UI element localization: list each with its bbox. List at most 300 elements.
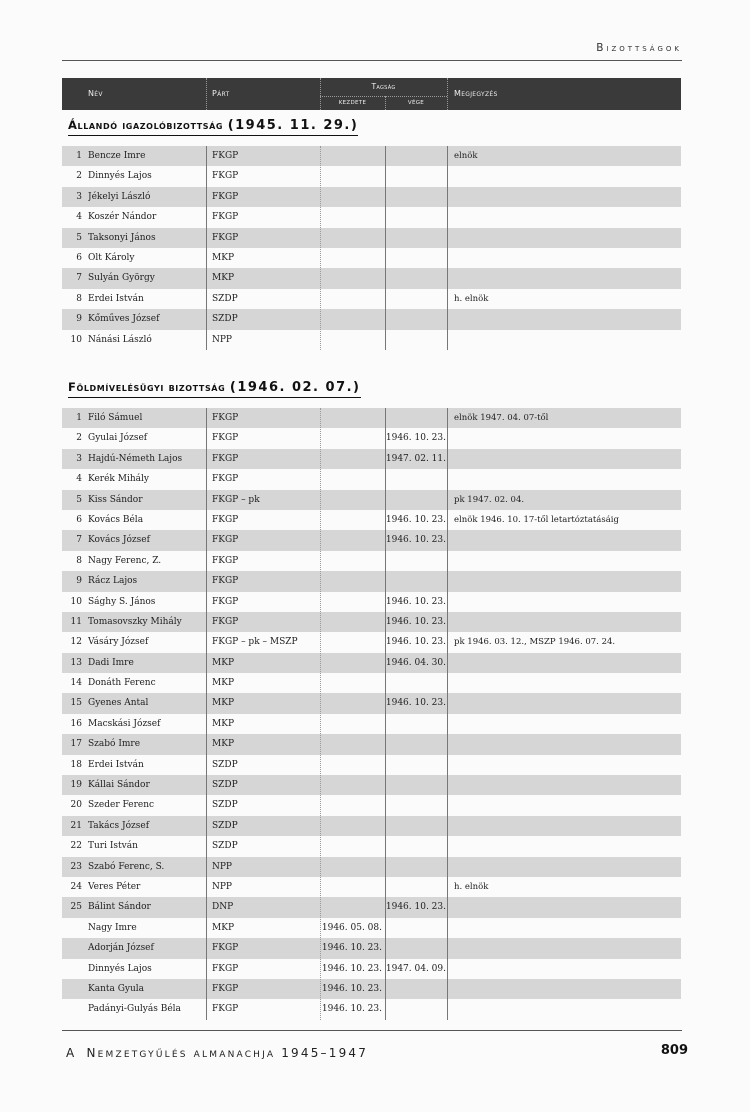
table-row <box>62 571 681 591</box>
table-row <box>62 999 681 1019</box>
member-note <box>454 775 679 795</box>
membership-start <box>320 714 382 734</box>
member-name: Kállai Sándor <box>88 780 150 791</box>
member-name: Turi István <box>88 841 138 852</box>
member-name: Kovács Béla <box>88 514 144 525</box>
member-note <box>454 918 679 938</box>
row-number: 9 <box>76 314 82 325</box>
member-name: Szeder Ferenc <box>88 800 155 811</box>
membership-start <box>320 187 382 207</box>
member-party: FKGP <box>212 983 239 994</box>
membership-start <box>320 755 382 775</box>
member-name: Koszér Nándor <box>88 212 157 223</box>
row-number: 5 <box>76 232 82 243</box>
membership-start <box>320 693 382 713</box>
membership-start <box>320 551 382 571</box>
table-row <box>62 632 681 652</box>
member-party: FKGP <box>212 1004 239 1015</box>
membership-start <box>320 268 382 288</box>
member-note <box>454 836 679 856</box>
section-title <box>68 380 361 398</box>
membership-start <box>320 330 382 350</box>
member-note <box>454 959 679 979</box>
row-number: 21 <box>70 820 82 831</box>
footer-title <box>66 1046 368 1060</box>
table-row <box>62 449 681 469</box>
table-row <box>62 530 681 550</box>
member-party: FKGP <box>212 963 239 974</box>
row-number: 15 <box>70 698 82 709</box>
membership-end <box>385 146 446 166</box>
member-party: SZDP <box>212 759 238 770</box>
header-party: Párt <box>212 89 230 98</box>
membership-start <box>320 146 382 166</box>
member-note <box>454 612 679 632</box>
row-number: 7 <box>76 273 82 284</box>
column-divider <box>320 408 321 1020</box>
section-title-text: Állandó igazolóbizottság <box>68 118 224 132</box>
member-name: Bencze Imre <box>88 151 146 161</box>
member-party: MKP <box>212 718 234 729</box>
member-name: Dinnyés Lajos <box>88 963 152 974</box>
table-row <box>62 734 681 754</box>
membership-start <box>320 816 382 836</box>
member-party: FKGP <box>212 535 239 546</box>
member-name: Dinnyés Lajos <box>88 171 152 182</box>
member-name: Adorján József <box>88 943 154 954</box>
member-name: Vásáry József <box>88 637 149 648</box>
membership-start: 1946. 10. 23. <box>321 1004 382 1015</box>
member-note <box>454 897 679 917</box>
row-number <box>62 999 82 1019</box>
committee-table <box>62 146 681 350</box>
row-number: 9 <box>76 576 82 587</box>
membership-end <box>385 714 446 734</box>
member-name: Taksonyi János <box>88 232 156 243</box>
membership-end <box>385 551 446 571</box>
member-name: Donáth Ferenc <box>88 678 156 689</box>
member-party: MKP <box>212 678 234 689</box>
table-row <box>62 653 681 673</box>
member-note <box>454 268 679 288</box>
table-row <box>62 490 681 510</box>
footer-n: N <box>86 1046 98 1060</box>
table-row <box>62 330 681 350</box>
column-divider <box>320 146 321 350</box>
row-number: 12 <box>70 637 82 648</box>
row-number: 18 <box>70 759 82 770</box>
row-number: 23 <box>70 861 82 872</box>
row-number: 4 <box>76 212 82 223</box>
header-name: Név <box>88 89 103 98</box>
row-number <box>62 918 82 938</box>
member-note <box>454 938 679 958</box>
membership-start <box>320 877 382 897</box>
table-row <box>62 207 681 227</box>
membership-end <box>385 877 446 897</box>
table-row <box>62 693 681 713</box>
member-party: SZDP <box>212 780 238 791</box>
table-row <box>62 289 681 309</box>
membership-end <box>385 816 446 836</box>
footer-years: 1945–1947 <box>281 1046 369 1060</box>
top-rule <box>62 60 682 61</box>
row-number: 3 <box>76 191 82 202</box>
table-row <box>62 166 681 186</box>
table-row <box>62 673 681 693</box>
member-party: SZDP <box>212 314 238 325</box>
member-name: Dadi Imre <box>88 657 134 668</box>
membership-end <box>385 309 446 329</box>
table-header <box>62 78 681 110</box>
membership-end: 1946. 10. 23. <box>385 902 446 913</box>
table-row <box>62 755 681 775</box>
membership-end <box>385 166 446 186</box>
row-number: 2 <box>76 433 82 444</box>
member-name: Jékelyi László <box>88 191 151 202</box>
member-party: MKP <box>212 252 234 263</box>
member-name: Erdei István <box>88 293 144 304</box>
membership-start <box>320 469 382 489</box>
row-number: 11 <box>70 616 82 627</box>
member-note <box>454 530 679 550</box>
membership-start <box>320 228 382 248</box>
member-party: DNP <box>212 902 234 913</box>
member-name: Nagy Ferenc, Z. <box>88 555 162 566</box>
membership-end <box>385 775 446 795</box>
membership-end <box>385 268 446 288</box>
membership-start <box>320 207 382 227</box>
header-divider <box>206 78 207 110</box>
membership-start: 1946. 10. 23. <box>321 963 382 974</box>
membership-end: 1946. 10. 23. <box>385 596 446 607</box>
member-party: FKGP <box>212 943 239 954</box>
member-note <box>454 187 679 207</box>
member-name: Gyulai József <box>88 433 148 444</box>
membership-end <box>385 755 446 775</box>
member-party: FKGP <box>212 232 239 243</box>
running-head <box>596 42 682 54</box>
row-number: 19 <box>70 780 82 791</box>
membership-start <box>320 428 382 448</box>
membership-end: 1946. 10. 23. <box>385 637 446 648</box>
table-row <box>62 146 681 166</box>
row-number: 25 <box>70 902 82 913</box>
footer-almanach: ALMANACHJA <box>193 1050 276 1060</box>
member-name: Nánási László <box>88 334 152 345</box>
row-number: 8 <box>76 293 82 304</box>
member-note <box>454 428 679 448</box>
member-note <box>454 469 679 489</box>
header-membership-underline <box>320 96 447 97</box>
table-row <box>62 979 681 999</box>
member-note: h. elnök <box>454 881 489 892</box>
member-note <box>454 228 679 248</box>
table-row <box>62 428 681 448</box>
row-number: 3 <box>76 453 82 464</box>
member-party: FKGP <box>212 616 239 627</box>
membership-end: 1947. 04. 09. <box>385 963 446 974</box>
row-number: 6 <box>76 252 82 263</box>
membership-start <box>320 289 382 309</box>
row-number <box>62 938 82 958</box>
member-party: FKGP <box>212 576 239 587</box>
membership-end: 1946. 10. 23. <box>385 433 446 444</box>
membership-end <box>385 187 446 207</box>
member-note <box>454 999 679 1019</box>
member-note <box>454 979 679 999</box>
membership-end <box>385 938 446 958</box>
table-row <box>62 228 681 248</box>
membership-start <box>320 836 382 856</box>
table-row <box>62 877 681 897</box>
membership-start <box>320 897 382 917</box>
member-name: Macskási József <box>88 718 161 729</box>
member-party: FKGP <box>212 514 239 525</box>
row-number <box>62 959 82 979</box>
member-name: Olt Károly <box>88 252 135 263</box>
member-name: Takács József <box>88 820 150 831</box>
member-note <box>454 248 679 268</box>
membership-end <box>385 795 446 815</box>
section-title-text: Földmívelésügyi bizottság <box>68 380 226 394</box>
member-party: FKGP <box>212 596 239 607</box>
row-number: 2 <box>76 171 82 182</box>
member-party: FKGP <box>212 413 239 423</box>
member-party: MKP <box>212 922 234 933</box>
section-date: (1946. 02. 07.) <box>229 380 361 395</box>
member-party: FKGP <box>212 151 239 161</box>
membership-end: 1946. 10. 23. <box>385 698 446 709</box>
row-number: 5 <box>76 494 82 505</box>
membership-end <box>385 836 446 856</box>
column-divider <box>206 146 207 350</box>
header-note: Megjegyzés <box>454 89 498 98</box>
member-note <box>454 449 679 469</box>
member-party: MKP <box>212 698 234 709</box>
membership-end <box>385 490 446 510</box>
membership-start <box>320 612 382 632</box>
row-number: 7 <box>76 535 82 546</box>
member-party: FKGP – pk – MSZP <box>212 637 298 648</box>
row-number: 10 <box>70 334 82 345</box>
table-row <box>62 714 681 734</box>
table-row <box>62 918 681 938</box>
member-note <box>454 309 679 329</box>
member-name: Sulyán György <box>88 273 155 284</box>
member-party: MKP <box>212 657 234 668</box>
member-name: Filó Sámuel <box>88 413 143 423</box>
member-note <box>454 592 679 612</box>
running-head-text: Bizottságok <box>596 42 682 54</box>
member-name: Szabó Imre <box>88 739 141 750</box>
member-name: Veres Péter <box>88 881 141 892</box>
page-number: 809 <box>660 1043 688 1058</box>
section-title <box>68 118 358 136</box>
membership-end <box>385 408 446 428</box>
membership-end: 1946. 04. 30. <box>385 657 446 668</box>
row-number: 10 <box>70 596 82 607</box>
member-note: elnök 1947. 04. 07-től <box>454 413 549 423</box>
bottom-rule <box>62 1030 682 1031</box>
column-divider <box>206 408 207 1020</box>
header-membership: Tagság <box>371 82 396 91</box>
membership-end <box>385 228 446 248</box>
membership-start <box>320 449 382 469</box>
table-row <box>62 612 681 632</box>
member-name: Erdei István <box>88 759 144 770</box>
member-note <box>454 693 679 713</box>
row-number: 13 <box>70 657 82 668</box>
member-note <box>454 714 679 734</box>
member-note <box>454 551 679 571</box>
table-row <box>62 309 681 329</box>
membership-start <box>320 530 382 550</box>
member-party: FKGP <box>212 433 239 444</box>
table-row <box>62 816 681 836</box>
row-number: 22 <box>70 841 82 852</box>
membership-end <box>385 207 446 227</box>
membership-end: 1946. 10. 23. <box>385 535 446 546</box>
member-party: SZDP <box>212 800 238 811</box>
footer-a: A <box>66 1046 77 1060</box>
member-note <box>454 207 679 227</box>
table-row <box>62 775 681 795</box>
member-name: Padányi-Gulyás Béla <box>88 1004 181 1015</box>
membership-start <box>320 408 382 428</box>
table-row <box>62 268 681 288</box>
footer-word: EMZETGYŰLÉS <box>97 1050 188 1060</box>
member-party: FKGP <box>212 191 239 202</box>
column-divider <box>385 146 386 350</box>
membership-end: 1946. 10. 23. <box>385 616 446 627</box>
membership-end <box>385 571 446 591</box>
membership-start <box>320 592 382 612</box>
membership-start: 1946. 10. 23. <box>321 943 382 954</box>
row-number: 4 <box>76 474 82 485</box>
table-row <box>62 248 681 268</box>
row-number: 1 <box>76 151 82 161</box>
membership-start <box>320 795 382 815</box>
row-number: 6 <box>76 514 82 525</box>
membership-start <box>320 490 382 510</box>
row-number: 17 <box>70 739 82 750</box>
member-name: Bálint Sándor <box>88 902 151 913</box>
member-name: Hajdú-Németh Lajos <box>88 453 183 464</box>
row-number: 8 <box>76 555 82 566</box>
membership-end <box>385 857 446 877</box>
table-row <box>62 408 681 428</box>
membership-end <box>385 469 446 489</box>
member-name: Kiss Sándor <box>88 494 143 505</box>
membership-end <box>385 248 446 268</box>
member-party: SZDP <box>212 293 238 304</box>
membership-end <box>385 673 446 693</box>
membership-end: 1946. 10. 23. <box>385 514 446 525</box>
member-note <box>454 330 679 350</box>
member-note: h. elnök <box>454 293 489 304</box>
membership-start <box>320 653 382 673</box>
member-name: Kőműves József <box>88 314 160 325</box>
membership-start: 1946. 10. 23. <box>321 983 382 994</box>
row-number: 14 <box>70 678 82 689</box>
row-number: 1 <box>76 413 82 423</box>
member-party: SZDP <box>212 820 238 831</box>
section-date: (1945. 11. 29.) <box>227 118 359 133</box>
membership-start <box>320 166 382 186</box>
row-number <box>62 979 82 999</box>
table-row <box>62 795 681 815</box>
table-row <box>62 938 681 958</box>
member-name: Sághy S. János <box>88 596 156 607</box>
table-row <box>62 551 681 571</box>
member-note: pk 1947. 02. 04. <box>454 494 525 505</box>
member-party: FKGP <box>212 171 239 182</box>
member-note <box>454 673 679 693</box>
member-note <box>454 795 679 815</box>
header-divider <box>447 78 448 110</box>
membership-start <box>320 632 382 652</box>
member-name: Kerék Mihály <box>88 474 149 485</box>
membership-end <box>385 999 446 1019</box>
member-party: FKGP <box>212 212 239 223</box>
row-number: 24 <box>70 881 82 892</box>
member-party: SZDP <box>212 841 238 852</box>
column-divider <box>447 408 448 1020</box>
member-name: Kovács József <box>88 535 150 546</box>
member-note <box>454 816 679 836</box>
member-note <box>454 571 679 591</box>
table-row <box>62 897 681 917</box>
membership-start <box>320 673 382 693</box>
table-row <box>62 592 681 612</box>
membership-start <box>320 734 382 754</box>
membership-start <box>320 571 382 591</box>
table-row <box>62 187 681 207</box>
member-note: elnök 1946. 10. 17-től letartóztatásáig <box>454 514 619 525</box>
member-note <box>454 857 679 877</box>
header-start: KEZDETE <box>338 100 367 106</box>
committee-table <box>62 408 681 1020</box>
member-note <box>454 166 679 186</box>
member-party: NPP <box>212 881 232 892</box>
row-number: 16 <box>70 718 82 729</box>
membership-end <box>385 918 446 938</box>
membership-start <box>320 248 382 268</box>
member-name: Nagy Imre <box>88 922 137 933</box>
member-note: elnök <box>454 151 478 161</box>
table-row <box>62 510 681 530</box>
membership-end <box>385 289 446 309</box>
table-row <box>62 857 681 877</box>
member-name: Kanta Gyula <box>88 983 145 994</box>
membership-end <box>385 330 446 350</box>
header-end: VÉGE <box>407 100 425 106</box>
member-party: MKP <box>212 273 234 284</box>
membership-start <box>320 775 382 795</box>
member-note <box>454 734 679 754</box>
row-number: 20 <box>70 800 82 811</box>
member-note: pk 1946. 03. 12., MSZP 1946. 07. 24. <box>454 637 616 648</box>
membership-start <box>320 510 382 530</box>
member-note <box>454 755 679 775</box>
membership-end <box>385 734 446 754</box>
member-party: MKP <box>212 739 234 750</box>
membership-start <box>320 309 382 329</box>
member-party: NPP <box>212 861 232 872</box>
table-row <box>62 959 681 979</box>
table-row <box>62 469 681 489</box>
